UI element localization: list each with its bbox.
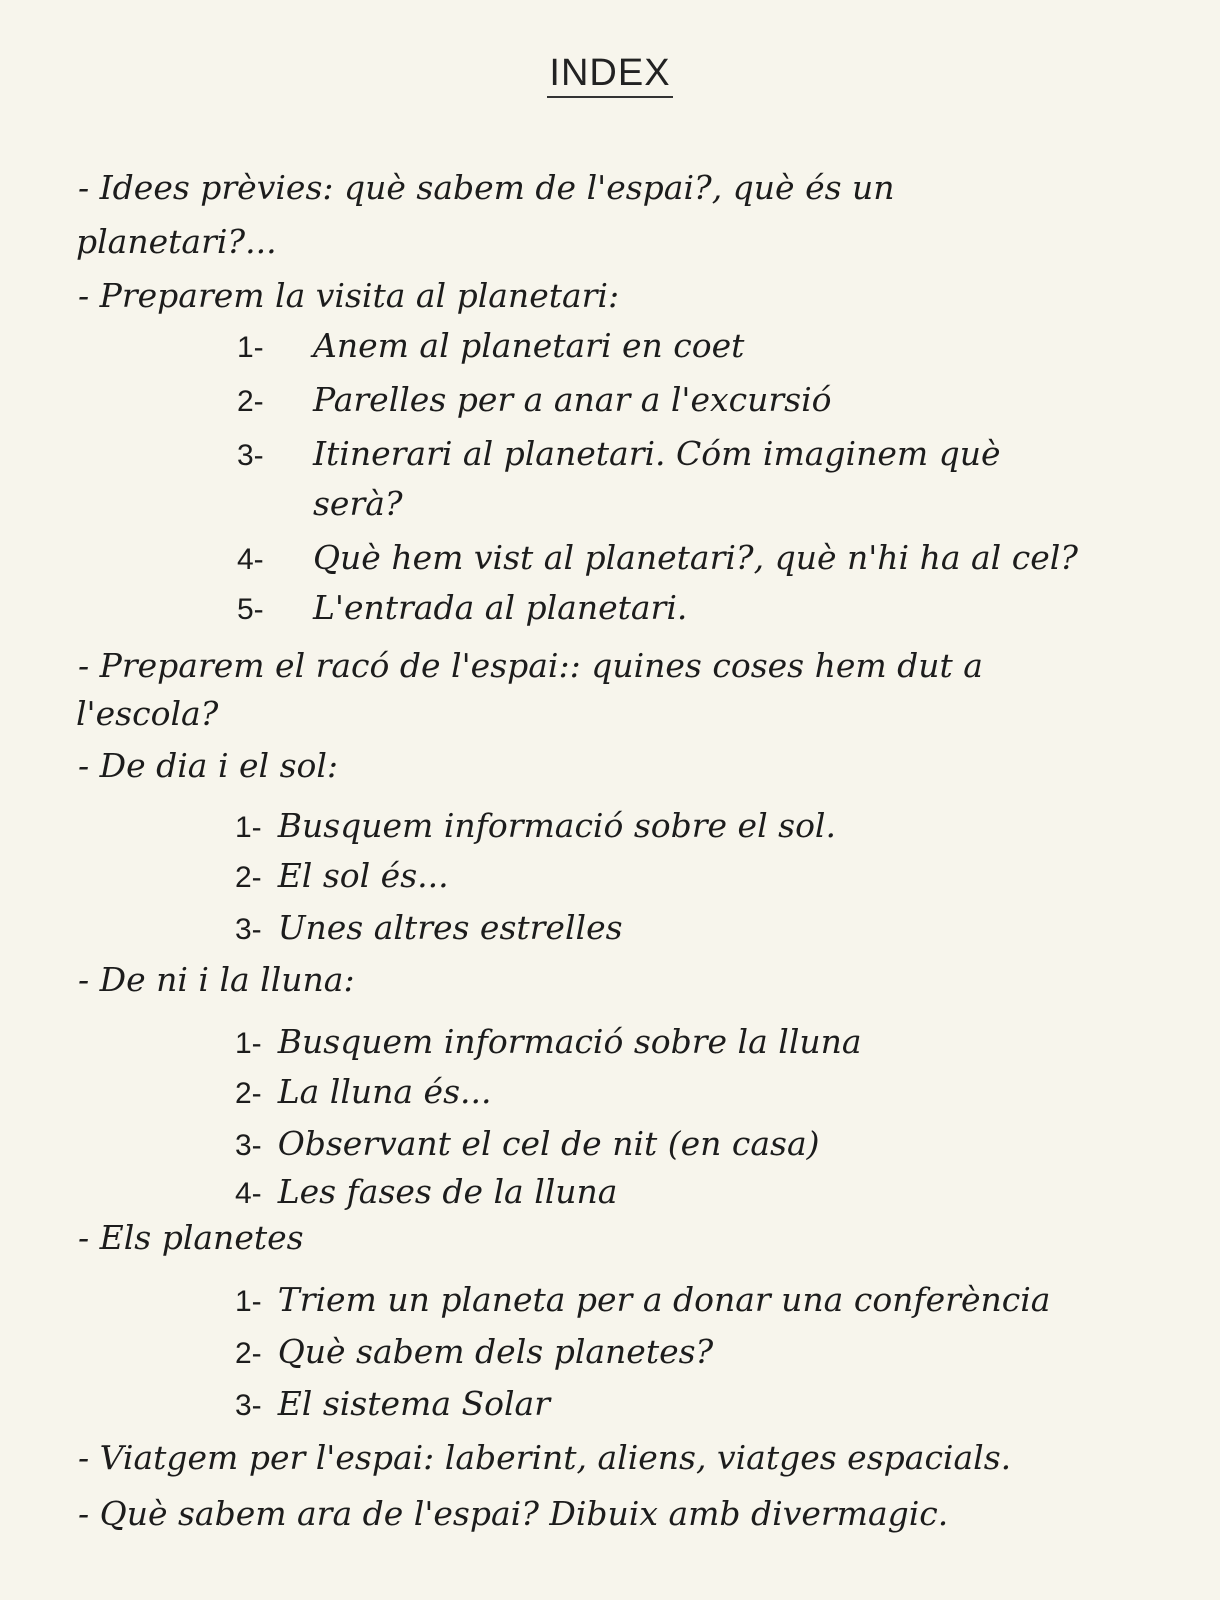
list-item: 1- Anem al planetari en coet: [237, 326, 745, 365]
list-item: 4- Les fases de la lluna: [235, 1172, 618, 1211]
list-item: 2- Parelles per a anar a l'excursió: [237, 380, 832, 419]
list-item: 3- Itinerari al planetari. Cóm imaginem què: [237, 434, 1001, 473]
section-planetes: - Els planetes: [78, 1218, 304, 1257]
list-item: 1- Busquem informació sobre la lluna: [235, 1022, 862, 1061]
list-item: 3- El sistema Solar: [235, 1384, 550, 1423]
list-item: 5- L'entrada al planetari.: [237, 588, 688, 627]
page-title: [0, 52, 1220, 95]
list-item: 2- El sol és...: [235, 856, 449, 895]
section-preparem-visita: - Preparem la visita al planetari:: [78, 276, 620, 315]
list-item: 1- Busquem informació sobre el sol.: [235, 806, 836, 845]
list-item: 3- Unes altres estrelles: [235, 908, 623, 947]
list-item: 2- La lluna és...: [235, 1072, 492, 1111]
section-de-nit: - De ni i la lluna:: [78, 960, 355, 999]
page-title-text: INDEX: [547, 52, 672, 98]
list-item: 3- Observant el cel de nit (en casa): [235, 1124, 820, 1163]
section-raco-espai: - Preparem el racó de l'espai:: quines coses hem dut a: [78, 646, 983, 685]
entry-text: - Idees prèvies: què sabem de l'espai?, què és un: [78, 168, 895, 207]
section-que-sabem-ara: - Què sabem ara de l'espai? Dibuix amb divermagic.: [78, 1494, 949, 1533]
list-item: 1- Triem un planeta per a donar una conferència: [235, 1280, 1051, 1319]
section-viatgem: - Viatgem per l'espai: laberint, aliens, viatges espacials.: [78, 1438, 1012, 1477]
list-item: 2- Què sabem dels planetes?: [235, 1332, 714, 1371]
section-raco-espai-cont: l'escola?: [76, 694, 219, 733]
list-item: 4- Què hem vist al planetari?, què n'hi ha al cel?: [237, 538, 1078, 577]
section-de-dia: - De dia i el sol:: [78, 746, 339, 785]
entry-idees-previes: [78, 168, 1130, 208]
entry-idees-previes-cont: planetari?...: [76, 222, 277, 261]
list-item-cont: serà?: [313, 484, 403, 523]
